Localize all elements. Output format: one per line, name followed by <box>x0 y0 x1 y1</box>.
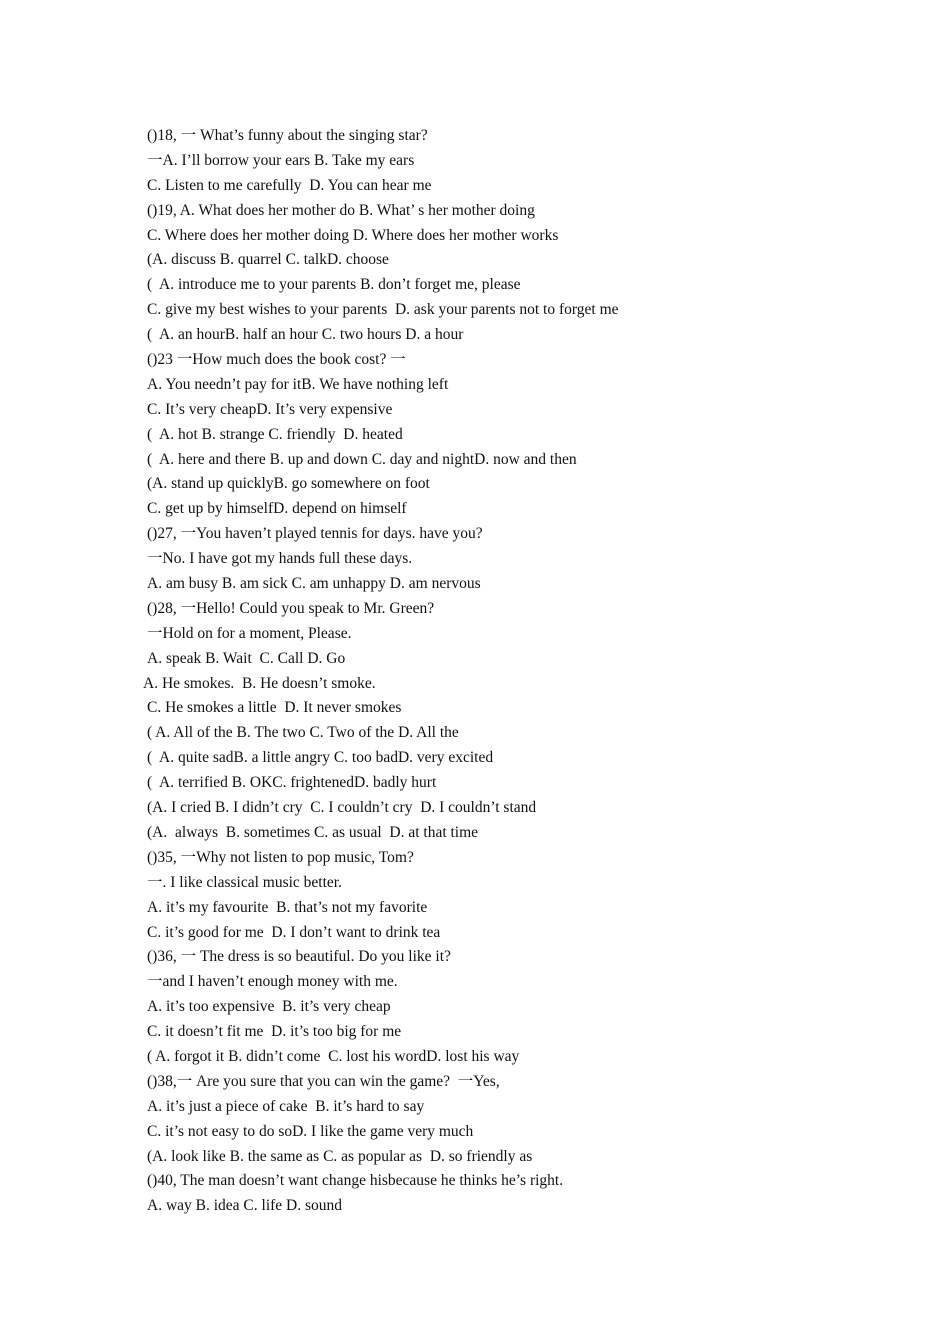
question-23-stem: ()23 一How much does the book cost? 一 <box>147 351 406 369</box>
question-24-options: ( A. hot B. strange C. friendly D. heated <box>147 425 403 443</box>
question-36-stem: ()36, 一 The dress is so beautiful. Do you like it? <box>147 948 451 966</box>
question-38-options-cd: C. it’s not easy to do soD. I like the game very much <box>147 1122 474 1140</box>
question-28-options: A. speak B. Wait C. Call D. Go <box>147 649 346 667</box>
question-39-options: (A. look like B. the same as C. as popular as D. so friendly as <box>147 1147 533 1165</box>
question-29-options-cd: C. He smokes a little D. It never smokes <box>147 699 402 717</box>
question-32-options: ( A. terrified B. OKC. frightenedD. badly hurt <box>147 774 437 792</box>
question-38-stem: ()38,一 Are you sure that you can win the game? 一Yes, <box>147 1072 500 1090</box>
question-20-options: (A. discuss B. quarrel C. talkD. choose <box>147 251 389 269</box>
question-34-options: (A. always B. sometimes C. as usual D. at that time <box>147 823 479 841</box>
question-18-options-cd: C. Listen to me carefully D. You can hear me <box>147 176 432 194</box>
question-21-options-cd: C. give my best wishes to your parents D. ask your parents not to forget me <box>147 301 619 319</box>
question-21-options-ab: ( A. introduce me to your parents B. don’t forget me, please <box>147 276 521 294</box>
question-36-options-cd: C. it doesn’t fit me D. it’s too big for me <box>147 1023 402 1041</box>
question-40-options: A. way B. idea C. life D. sound <box>147 1197 343 1215</box>
question-35-reply: 一. I like classical music better. <box>147 873 342 891</box>
question-22-options: ( A. an hourB. half an hour C. two hours D. a hour <box>147 326 464 344</box>
question-30-options: ( A. All of the B. The two C. Two of the D. All the <box>147 724 459 742</box>
question-23-options-cd: C. It’s very cheapD. It’s very expensive <box>147 400 393 418</box>
question-28-stem: ()28, 一Hello! Could you speak to Mr. Green? <box>147 599 435 617</box>
question-18-options-ab: 一A. I’ll borrow your ears B. Take my ears <box>147 151 415 169</box>
question-26-options-cd: C. get up by himselfD. depend on himself <box>147 500 407 518</box>
question-text-block <box>143 124 847 1219</box>
question-40-stem: ()40, The man doesn’t want change hisbecause he thinks he’s right. <box>147 1172 564 1190</box>
question-31-options: ( A. quite sadB. a little angry C. too badD. very excited <box>147 749 494 767</box>
question-29-options-ab: A. He smokes. B. He doesn’t smoke. <box>143 674 376 692</box>
question-38-options-ab: A. it’s just a piece of cake B. it’s hard to say <box>147 1097 425 1115</box>
question-35-options-ab: A. it’s my favourite B. that’s not my favorite <box>147 898 428 916</box>
question-26-options-ab: (A. stand up quicklyB. go somewhere on foot <box>147 475 430 493</box>
question-25-options: ( A. here and there B. up and down C. day and nightD. now and then <box>147 450 577 468</box>
question-36-options-ab: A. it’s too expensive B. it’s very cheap <box>147 998 391 1016</box>
question-27-stem: ()27, 一You haven’t played tennis for days. have you? <box>147 525 483 543</box>
question-36-reply: 一and I haven’t enough money with me. <box>147 973 398 991</box>
question-27-options: A. am busy B. am sick C. am unhappy D. am nervous <box>147 575 481 593</box>
question-19-options-cd: C. Where does her mother doing D. Where does her mother works <box>147 226 559 244</box>
question-27-reply: 一No. I have got my hands full these days. <box>147 550 413 568</box>
question-37-options: ( A. forgot it B. didn’t come C. lost his wordD. lost his way <box>147 1047 520 1065</box>
question-28-reply: 一Hold on for a moment, Please. <box>147 624 352 642</box>
question-35-stem: ()35, 一Why not listen to pop music, Tom? <box>147 848 414 866</box>
question-19-options-ab: ()19, A. What does her mother do B. What’ s her mother doing <box>147 201 535 219</box>
question-35-options-cd: C. it’s good for me D. I don’t want to drink tea <box>147 923 441 941</box>
question-23-options-ab: A. You needn’t pay for itB. We have nothing left <box>147 375 449 393</box>
question-18-stem: ()18, 一 What’s funny about the singing star? <box>147 127 428 144</box>
question-33-options: (A. I cried B. I didn’t cry C. I couldn’t cry D. I couldn’t stand <box>147 799 537 817</box>
